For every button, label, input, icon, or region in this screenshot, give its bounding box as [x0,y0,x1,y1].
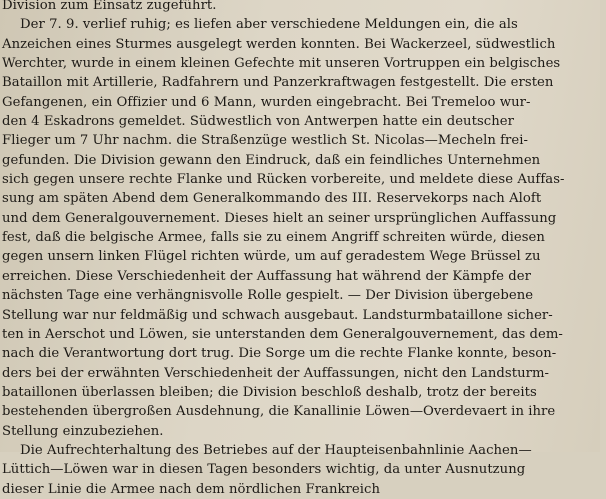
text-line: Stellung war nur feldmäßig und schwach ausgebaut. Landsturmbataillone sicher- [2,307,553,323]
text-line: nächsten Tage eine verhängnisvolle Rolle gespielt. — Der Division übergebene [2,288,534,304]
text-line: und dem Generalgouvernement. Dieses hielt an seiner ursprünglichen Auffassung [2,210,557,226]
text-line: gefunden. Die Division gewann den Eindruck, daß ein feindliches Unternehmen [2,152,541,168]
text-line: sung am späten Abend dem Generalkommando des III. Reservekorps nach Aloft [2,191,542,207]
text-line: Gefangenen, ein Offizier und 6 Mann, wurden eingebracht. Bei Tremeloo wur- [2,94,531,110]
text-line: erreichen. Diese Verschiedenheit der Auffassung hat während der Kämpfe der [2,268,531,284]
text-line: Anzeichen eines Sturmes ausgelegt werden konnten. Bei Wackerzeel, südwestlich [2,36,556,52]
text-line: Die Aufrechterhaltung des Betriebes auf der Haupteisenbahnlinie Aachen— [20,442,532,458]
text-line: Lüttich—Löwen war in diesen Tagen besonders wichtig, da unter Ausnutzung [2,462,526,478]
text-line: Division zum Einsatz zugeführt. [2,0,217,13]
text-line: nach die Verantwortung dort trug. Die Sorge um die rechte Flanke konnte, beson- [2,346,557,362]
text-line: Bataillon mit Artillerie, Radfahrern und Panzerkraftwagen festgestellt. Die ersten [2,75,554,91]
text-line: Stellung einzubeziehen. [2,423,164,439]
text-line: ten in Aerschot und Löwen, sie unterstanden dem Generalgouvernement, das dem- [2,326,563,342]
text-line: bataillonen überlassen bleiben; die Division beschloß deshalb, trotz der bereits [2,384,537,400]
text-line: Der 7. 9. verlief ruhig; es liefen aber verschiedene Meldungen ein, die als [20,17,518,33]
text-line: sich gegen unsere rechte Flanke und Rücken vorbereite, und meldete diese Auffas- [2,172,565,188]
text-line: dieser Linie die Armee nach dem nördlichen Frankreich [2,481,381,497]
text-line: bestehenden übergroßen Ausdehnung, die Kanallinie Löwen—Overdevaert in ihre [2,404,556,420]
text-line: Flieger um 7 Uhr nachm. die Straßenzüge westlich St. Nicolas—Mecheln frei- [2,133,529,149]
text-line: ders bei der erwähnten Verschiedenheit der Auffassungen, nicht den Landsturm- [2,365,550,381]
body-text [2,0,606,499]
text-line: Werchter, wurde in einem kleinen Gefechte mit unseren Vortruppen ein belgisches [2,56,561,72]
text-line: gegen unsern linken Flügel richten würde, um auf geradestem Wege Brüssel zu [2,249,541,265]
text-line: den 4 Eskadrons gemeldet. Südwestlich von Antwerpen hatte ein deutscher [2,114,514,130]
text-line: fest, daß die belgische Armee, falls sie zu einem Angriff schreiten würde, diesen [2,230,545,246]
